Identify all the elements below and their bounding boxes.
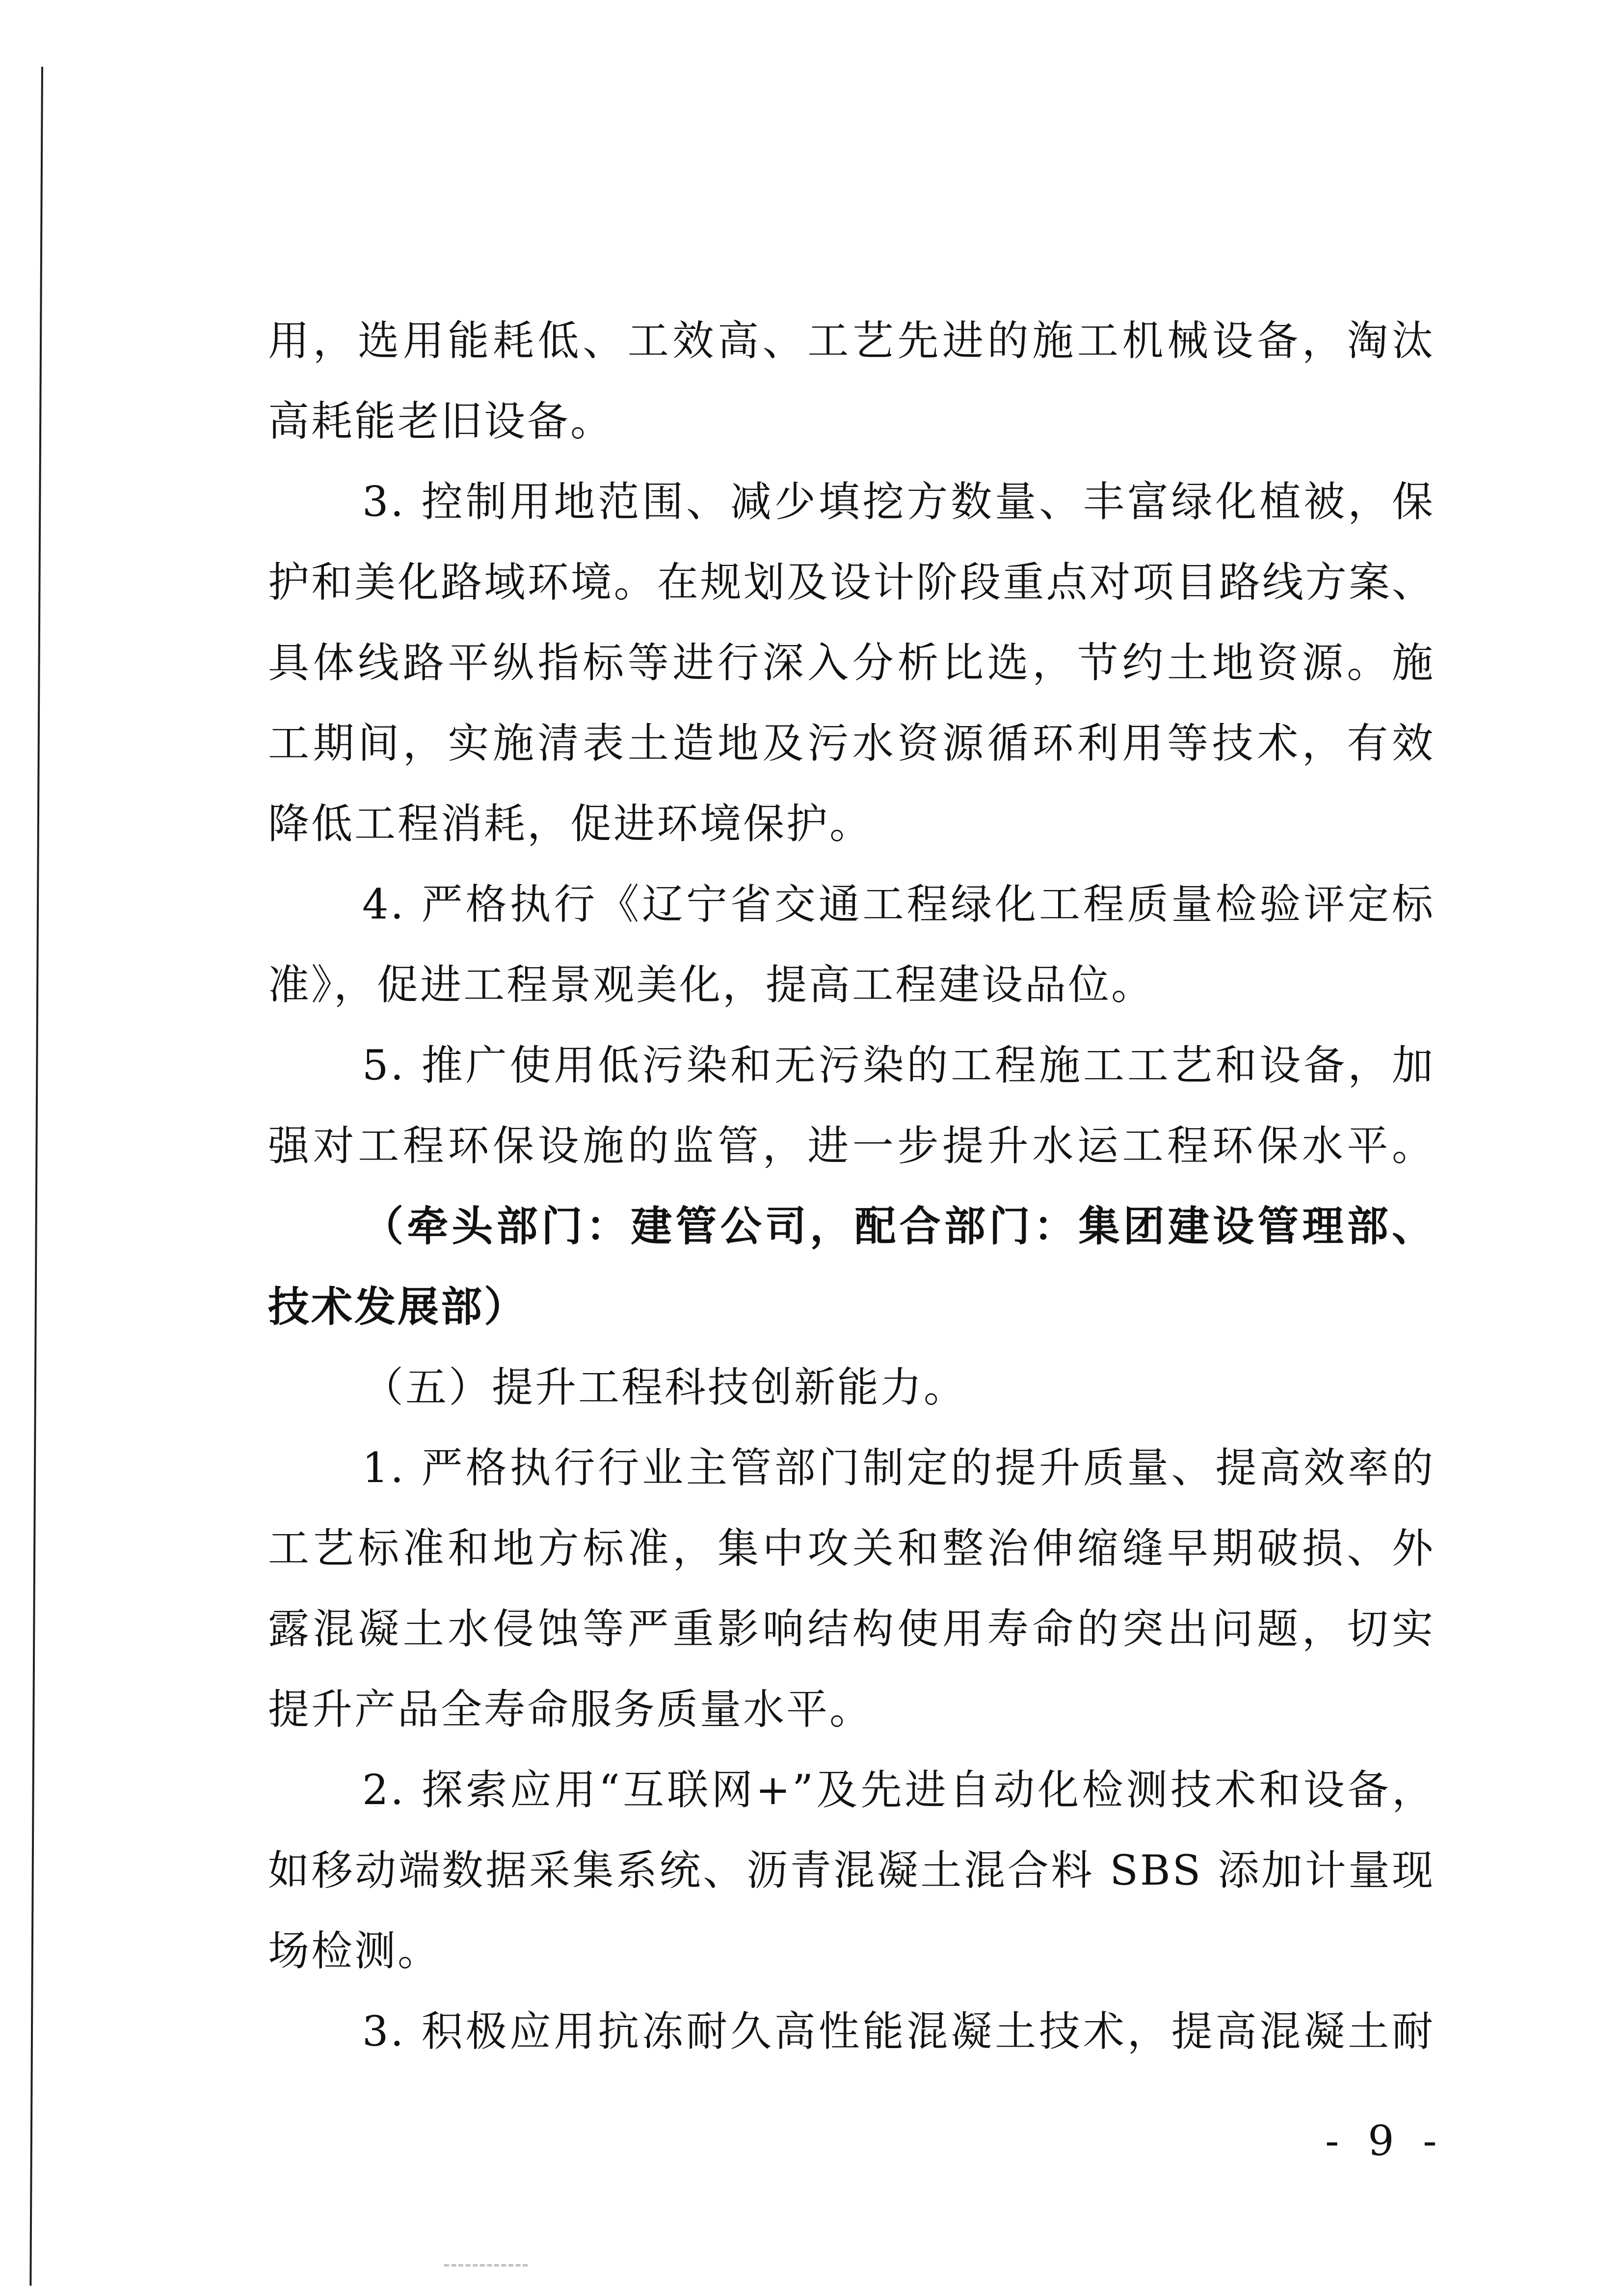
text-line: 如移动端数据采集系统、沥青混凝土混合料 SBS 添加计量现 <box>268 1846 1435 1894</box>
text-line: 4. 严格执行《辽宁省交通工程绿化工程质量检验评定标 <box>362 880 1435 928</box>
text-line: 2. 探索应用“互联网+”及先进自动化检测技术和设备， <box>362 1766 1435 1814</box>
text-line: 工期间，实施清表土造地及污水资源循环利用等技术，有效 <box>268 719 1435 767</box>
page-number: - 9 - <box>1325 2117 1445 2165</box>
text-line: （五）提升工程科技创新能力。 <box>362 1363 967 1411</box>
scan-artifact-dashes <box>444 2264 528 2267</box>
text-line: 5. 推广使用低污染和无污染的工程施工工艺和设备，加 <box>362 1041 1435 1089</box>
text-line: 降低工程消耗，促进环境保护。 <box>268 800 873 848</box>
text-line: 技术发展部） <box>268 1282 528 1331</box>
text-line: 护和美化路域环境。在规划及设计阶段重点对项目路线方案、 <box>268 558 1435 606</box>
text-line: 场检测。 <box>268 1927 441 1975</box>
left-margin-scan-line <box>29 67 43 2286</box>
text-line: 准》，促进工程景观美化，提高工程建设品位。 <box>268 961 1155 1009</box>
text-line: 提升产品全寿命服务质量水平。 <box>268 1685 873 1733</box>
body-text <box>268 300 1435 2072</box>
text-line: 强对工程环保设施的监管，进一步提升水运工程环保水平。 <box>268 1122 1435 1170</box>
text-line: 工艺标准和地方标准，集中攻关和整治伸缩缝早期破损、外 <box>268 1524 1435 1572</box>
text-line: 3. 控制用地范围、减少填挖方数量、丰富绿化植被，保 <box>362 478 1435 526</box>
text-line: 1. 严格执行行业主管部门制定的提升质量、提高效率的 <box>362 1444 1435 1492</box>
text-line: 具体线路平纵指标等进行深入分析比选，节约土地资源。施 <box>268 639 1435 687</box>
text-line: （牵头部门：建管公司，配合部门：集团建设管理部、 <box>362 1202 1435 1250</box>
text-line: 用，选用能耗低、工效高、工艺先进的施工机械设备，淘汰 <box>268 317 1435 365</box>
text-line: 3. 积极应用抗冻耐久高性能混凝土技术，提高混凝土耐 <box>362 2007 1435 2055</box>
text-line: 露混凝土水侵蚀等严重影响结构使用寿命的突出问题，切实 <box>268 1605 1435 1653</box>
text-line: 高耗能老旧设备。 <box>268 397 614 445</box>
